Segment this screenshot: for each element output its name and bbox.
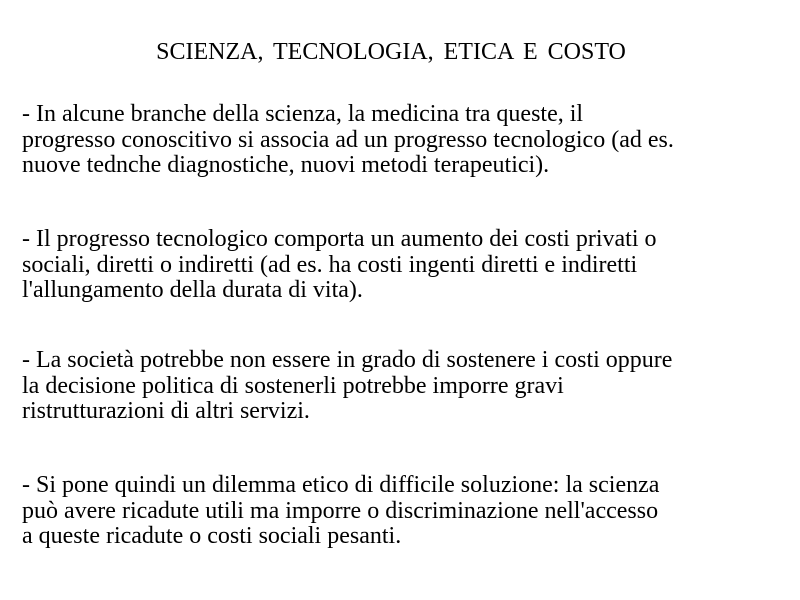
paragraph-line: - In alcune branche della scienza, la medicina tra queste, il bbox=[22, 101, 584, 127]
paragraph-line: nuove tednche diagnostiche, nuovi metodi terapeutici). bbox=[22, 152, 550, 178]
paragraph-line: può avere ricadute utili ma imporre o discriminazione nell'accesso bbox=[22, 497, 659, 524]
paragraph-line: la decisione politica di sostenerli potrebbe imporre gravi bbox=[22, 372, 564, 399]
paragraph-line: - La società potrebbe non essere in grado di sostenere i costi oppure bbox=[22, 347, 673, 373]
paragraph-line: progresso conoscitivo si associa ad un progresso tecnologico (ad es. bbox=[22, 126, 674, 153]
paragraph-society bbox=[22, 348, 782, 425]
paragraph-line: sociali, diretti o indiretti (ad es. ha costi ingenti diretti e indiretti bbox=[22, 251, 638, 278]
paragraph-line: ristrutturazioni di altri servizi. bbox=[22, 398, 310, 424]
paragraph-innovation bbox=[22, 102, 782, 179]
paragraph-dilemma bbox=[22, 473, 782, 550]
page-title: SCIENZA, TECNOLOGIA, ETICA E COSTO bbox=[156, 39, 626, 65]
paragraph-line: - Il progresso tecnologico comporta un aumento dei costi privati o bbox=[22, 226, 657, 252]
paragraph-line: a queste ricadute o costi sociali pesanti. bbox=[22, 523, 402, 549]
paragraph-line: l'allungamento della durata di vita). bbox=[22, 277, 363, 303]
paragraph-line: - Si pone quindi un dilemma etico di difficile soluzione: la scienza bbox=[22, 472, 660, 498]
paragraph-costs bbox=[22, 227, 782, 304]
